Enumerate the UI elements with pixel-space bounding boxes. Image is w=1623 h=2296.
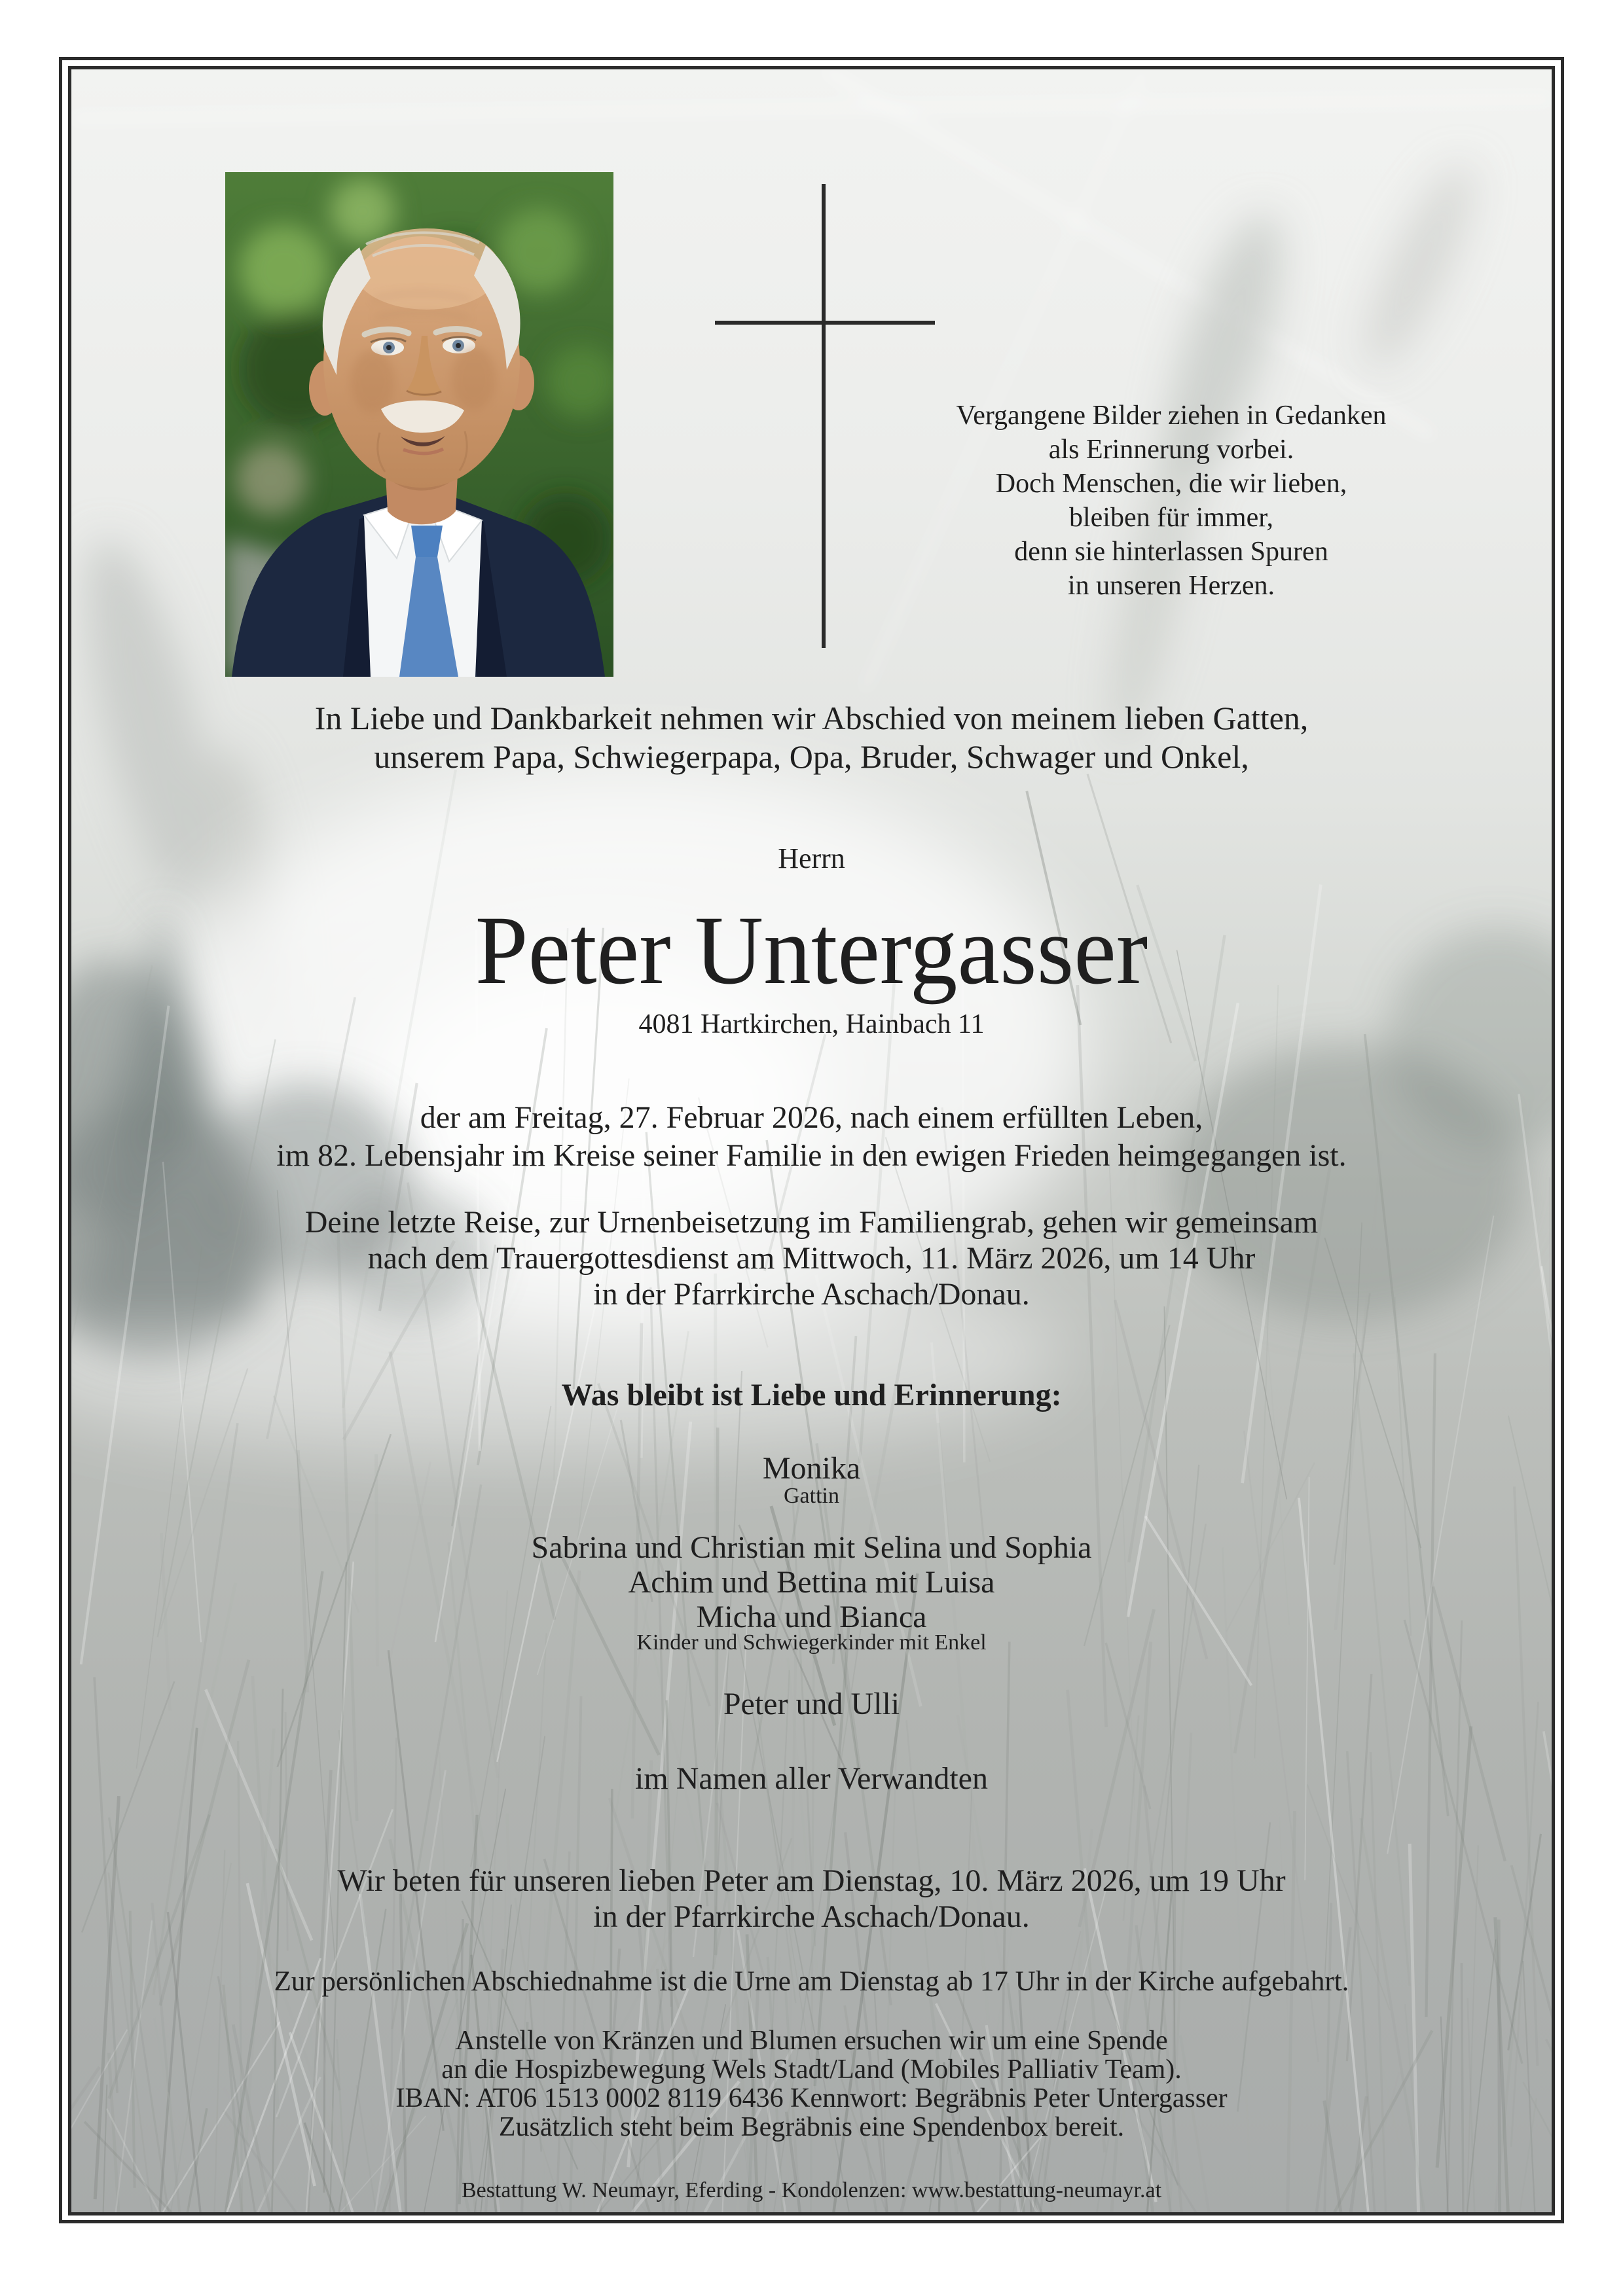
poem-line: bleiben für immer, <box>1068 503 1274 533</box>
farewell-introduction <box>71 699 1552 776</box>
prayer-line: Wir beten für unseren lieben Peter am Dienstag, 10. März 2026, um 19 Uhr <box>337 1863 1286 1898</box>
journey-line: in der Pfarrkirche Aschach/Donau. <box>593 1277 1030 1312</box>
funeral-home-footer: Bestattung W. Neumayr, Eferding - Kondolenzen: www.bestattung-neumayr.at <box>461 2178 1162 2202</box>
children-line: Achim und Bettina mit Luisa <box>628 1565 995 1600</box>
donation-line: an die Hospizbewegung Wels Stadt/Land (Mobiles Palliativ Team). <box>441 2054 1182 2085</box>
memorial-poem <box>890 399 1453 603</box>
intro-line: In Liebe und Dankbarkeit nehmen wir Abschied von meinem lieben Gatten, <box>314 700 1309 736</box>
intro-line: unserem Papa, Schwiegerpapa, Opa, Bruder, Schwager und Onkel, <box>374 738 1249 775</box>
poem-line: Doch Menschen, die wir lieben, <box>995 469 1347 499</box>
salutation: Herrn <box>778 842 845 874</box>
urn-burial-announcement <box>71 1204 1552 1312</box>
portrait-photo <box>225 172 613 677</box>
mourner-children-list <box>71 1530 1552 1634</box>
deceased-address: 4081 Hartkirchen, Hainbach 11 <box>638 1009 985 1039</box>
poem-line: als Erinnerung vorbei. <box>1048 435 1294 465</box>
mourner-widow-name: Monika <box>762 1451 861 1486</box>
children-line: Micha und Bianca <box>696 1600 927 1634</box>
mourner-children-relation: Kinder und Schwiegerkinder mit Enkel <box>636 1630 987 1655</box>
passing-notice <box>71 1099 1552 1175</box>
inner-border-frame <box>68 66 1555 2215</box>
donation-request <box>71 2026 1552 2142</box>
donation-line: IBAN: AT06 1513 0002 8119 6436 Kennwort: Begräbnis Peter Untergasser <box>395 2083 1228 2113</box>
passing-line: der am Freitag, 27. Februar 2026, nach einem erfüllten Leben, <box>420 1100 1203 1135</box>
deceased-name: Peter Untergasser <box>475 896 1148 1005</box>
prayer-line: in der Pfarrkirche Aschach/Donau. <box>593 1899 1030 1934</box>
poem-line: denn sie hinterlassen Spuren <box>1014 537 1328 567</box>
journey-line: nach dem Trauergottesdienst am Mittwoch, 11. März 2026, um 14 Uhr <box>367 1241 1256 1276</box>
donation-line: Zusätzlich steht beim Begräbnis eine Spendenbox bereit. <box>498 2112 1125 2142</box>
remembrance-heading: Was bleibt ist Liebe und Erinnerung: <box>561 1378 1062 1412</box>
passing-line: im 82. Lebensjahr im Kreise seiner Familie in den ewigen Frieden heimgegangen ist. <box>276 1138 1347 1173</box>
prayer-announcement <box>71 1863 1552 1935</box>
poem-line: in unseren Herzen. <box>1067 571 1275 601</box>
children-line: Sabrina und Christian mit Selina und Sophia <box>531 1530 1092 1565</box>
latin-cross-icon <box>822 184 826 648</box>
mourner-siblings: Peter und Ulli <box>723 1687 900 1721</box>
mourner-widow-relation: Gattin <box>784 1484 839 1508</box>
portrait-photo-elderly-man <box>225 172 613 677</box>
journey-line: Deine letzte Reise, zur Urnenbeisetzung im Familiengrab, gehen wir gemeinsam <box>304 1205 1319 1240</box>
donation-line: Anstelle von Kränzen und Blumen ersuchen wir um eine Spende <box>455 2026 1168 2056</box>
urn-viewing-notice: Zur persönlichen Abschiednahme ist die Urne am Dienstag ab 17 Uhr in der Kirche aufgebahrt. <box>274 1966 1349 1997</box>
poem-line: Vergangene Bilder ziehen in Gedanken <box>956 401 1387 431</box>
mourners-closing: im Namen aller Verwandten <box>635 1761 988 1796</box>
latin-cross-icon-bar <box>715 321 935 325</box>
